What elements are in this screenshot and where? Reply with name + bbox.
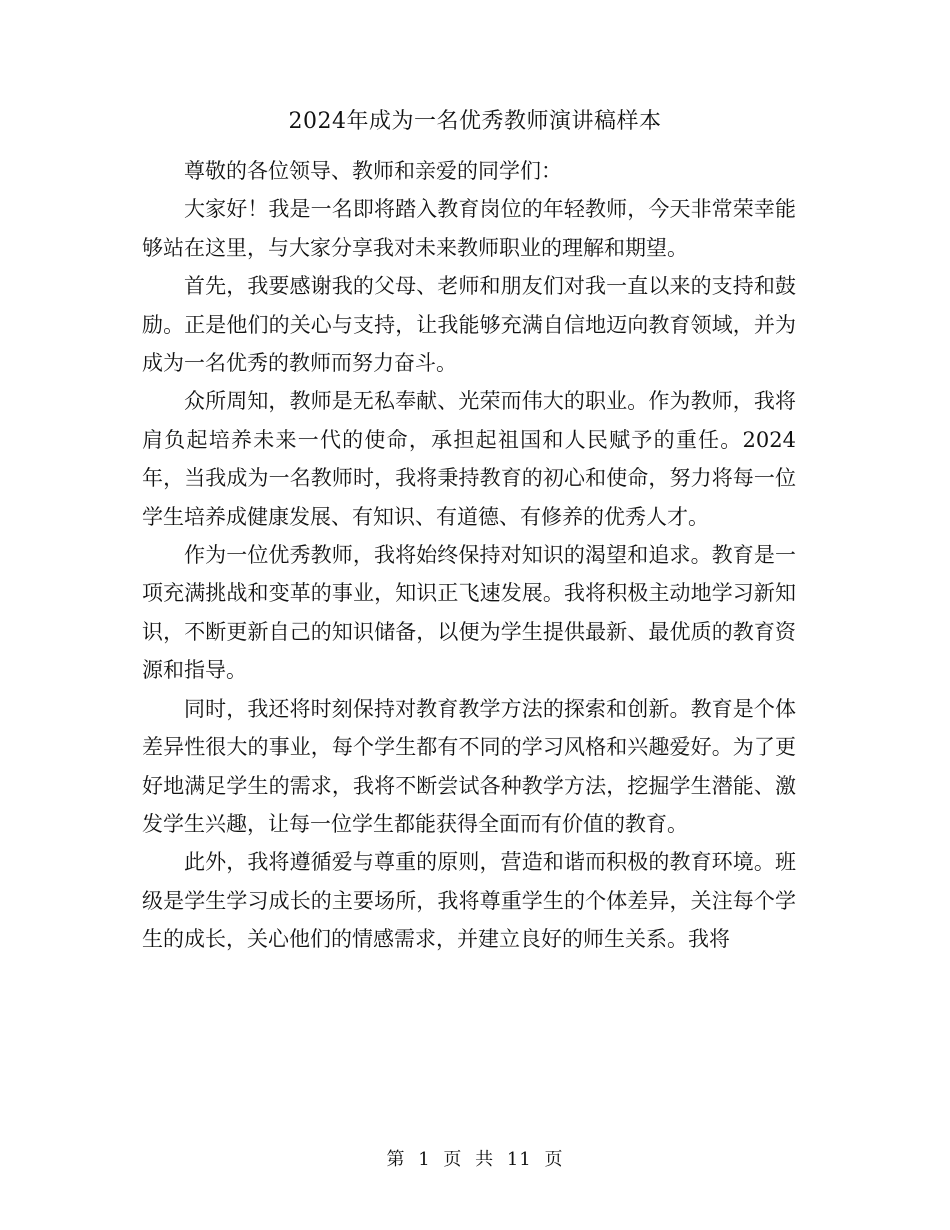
paragraph-environment: 此外，我将遵循爱与尊重的原则，营造和谐而积极的教育环境。班级是学生学习成长的主要场所，我将尊重学生的个体差异，关注每个学生的成长，关心他们的情感需求，并建立良好的师生关系。我将: [142, 850, 796, 952]
paragraph-knowledge: 作为一位优秀教师，我将始终保持对知识的渴望和追求。教育是一项充满挑战和变革的事业，知识正飞速发展。我将积极主动地学习新知识，不断更新自己的知识储备，以便为学生提供最新、最优质的教育资源和指导。: [142, 543, 796, 683]
paragraph-methods: 同时，我还将时刻保持对教育教学方法的探索和创新。教育是个体差异性很大的事业，每个学生都有不同的学习风格和兴趣爱好。为了更好地满足学生的需求，我将不断尝试各种教学方法，挖掘学生潜能、激发学生兴趣，让每一位学生都能获得全面而有价值的教育。: [142, 696, 796, 836]
document-body: [142, 152, 796, 959]
page-number-footer: 第 1 页 共 11 页: [386, 1149, 564, 1170]
paragraph-salutation: 尊敬的各位领导、教师和亲爱的同学们：: [184, 159, 562, 183]
paragraph-greeting: 大家好！我是一名即将踏入教育岗位的年轻教师，今天非常荣幸能够站在这里，与大家分享我对未来教师职业的理解和期望。: [142, 197, 796, 260]
paragraph-mission: 众所周知，教师是无私奉献、光荣而伟大的职业。作为教师，我将肩负起培养未来一代的使命，承担起祖国和人民赋予的重任。2024年，当我成为一名教师时，我将秉持教育的初心和使命，努力将每一位学生培养成健康发展、有知识、有道德、有修养的优秀人才。: [142, 389, 796, 529]
document-title: 2024年成为一名优秀教师演讲稿样本: [288, 109, 662, 134]
paragraph-thanks: 首先，我要感谢我的父母、老师和朋友们对我一直以来的支持和鼓励。正是他们的关心与支持，让我能够充满自信地迈向教育领域，并为成为一名优秀的教师而努力奋斗。: [142, 274, 796, 376]
